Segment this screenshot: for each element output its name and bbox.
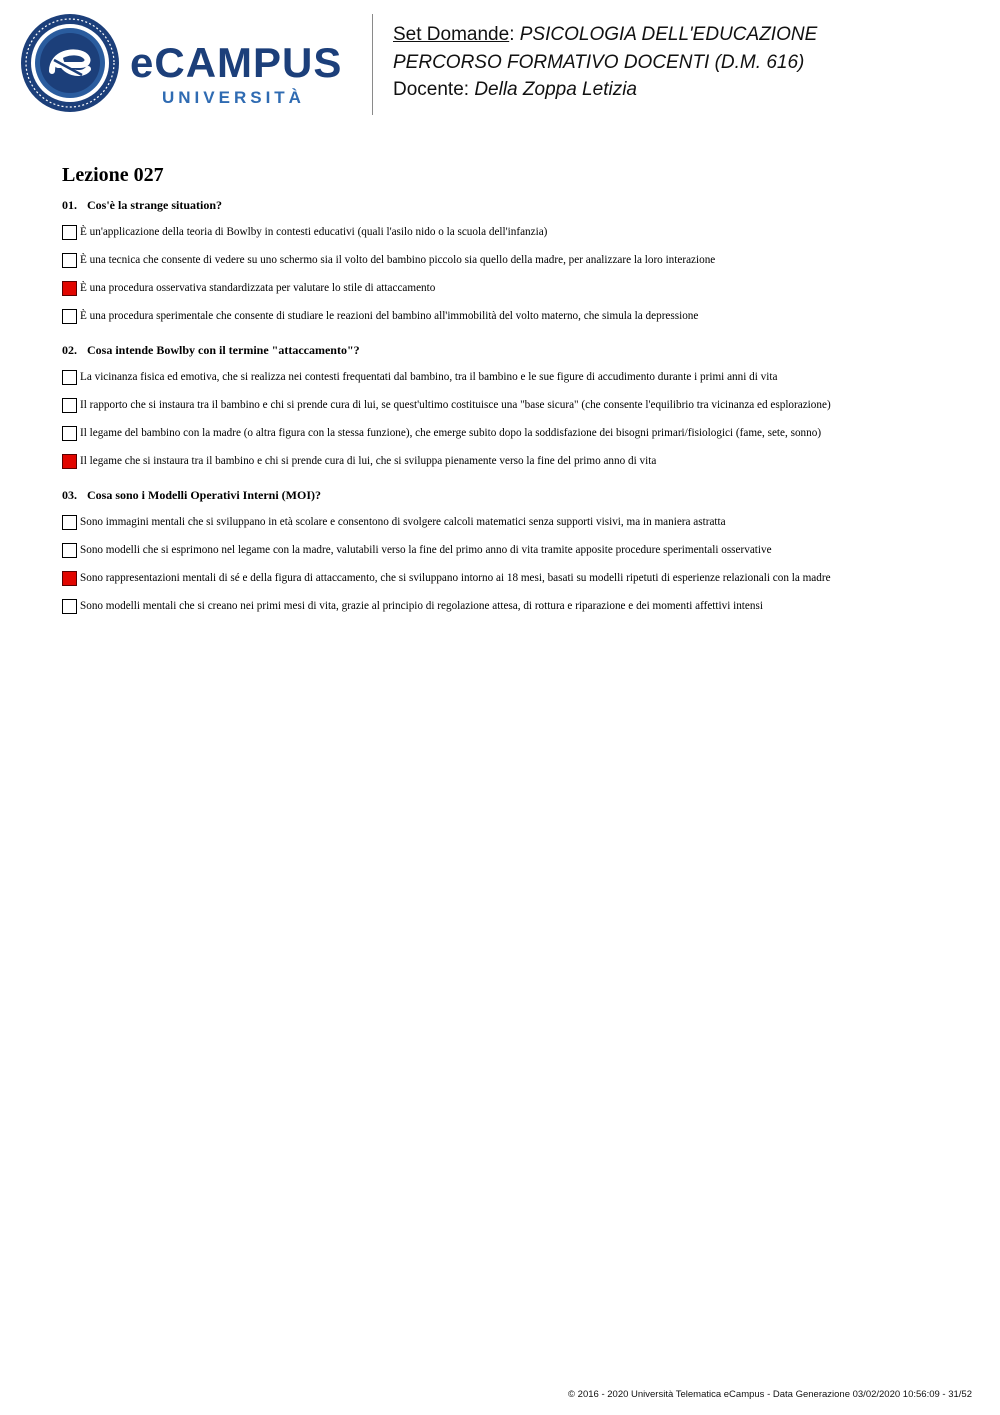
answer-option[interactable] [62,396,962,414]
question-prompt [62,197,962,213]
answer-option[interactable] [62,279,962,297]
answer-checkbox[interactable] [62,426,77,441]
question-text: Cosa intende Bowlby con il termine "attaccamento"? [87,343,360,357]
answer-checkbox[interactable] [62,281,77,296]
answer-text: È un'applicazione della teoria di Bowlby in contesti educativi (quali l'asilo nido o la scuola dell'infanzia) [80,226,548,238]
question-list [62,197,962,632]
teacher-line [393,76,817,104]
header-divider [372,14,373,115]
answer-checkbox[interactable] [62,253,77,268]
answer-text: È una procedura sperimentale che consente di studiare le reazioni del bambino all'immobilità del volto materno, che simula la depressione [80,310,699,322]
question-number: 01. [62,198,77,212]
answer-text: Sono rappresentazioni mentali di sé e della figura di attaccamento, che si sviluppano intorno ai 18 mesi, basati su modelli ripetuti di esperienze relazionali con la madre [80,572,831,584]
answer-checkbox[interactable] [62,543,77,558]
course-value: PERCORSO FORMATIVO DOCENTI (D.M. 616) [393,51,805,73]
answer-text: La vicinanza fisica ed emotiva, che si realizza nei contesti frequentati dal bambino, tra il bambino e le sue figure di accudimento durante i primi anni di vita [80,371,778,383]
answer-checkbox[interactable] [62,515,77,530]
answer-option[interactable] [62,307,962,325]
answer-option[interactable] [62,513,962,531]
answer-text: È una tecnica che consente di vedere su uno schermo sia il volto del bambino piccolo sia quello della madre, per analizzare la loro interazione [80,254,716,266]
answer-option[interactable] [62,368,962,386]
answer-text: Sono immagini mentali che si sviluppano in età scolare e consentono di svolgere calcoli matematici senza supporti visivi, ma in maniera astratta [80,516,726,528]
page-header [0,0,1000,120]
set-line: Set Domande: PSICOLOGIA DELL'EDUCAZIONE [393,24,818,45]
question-block [62,487,962,615]
question-block [62,197,962,325]
answer-text: Sono modelli che si esprimono nel legame con la madre, valutabili verso la fine del primo anno di vita tramite apposite procedure sperimentali osservative [80,544,772,556]
question-number: 02. [62,343,77,357]
answer-option[interactable] [62,569,962,587]
set-label: Set Domande [393,24,510,45]
question-prompt [62,342,962,358]
question-prompt [62,487,962,503]
answer-text: Il legame del bambino con la madre (o altra figura con la stessa funzione), che emerge subito dopo la soddisfazione dei bisogni primari/fisiologici (fame, sete, sonno) [80,427,822,439]
answer-text: È una procedura osservativa standardizzata per valutare lo stile di attaccamento [80,282,436,294]
answer-text: Sono modelli mentali che si creano nei primi mesi di vita, grazie al principio di regolazione attesa, di rottura e riparazione e dei momenti affettivi intensi [80,600,763,612]
answer-checkbox[interactable] [62,599,77,614]
set-value: PSICOLOGIA DELL'EDUCAZIONE [519,24,818,45]
answer-checkbox[interactable] [62,454,77,469]
university-seal-icon [20,13,120,113]
brand-wordmark [130,40,360,110]
answer-option[interactable] [62,541,962,559]
brand-name: eCAMPUS [130,39,343,86]
answer-text: Il legame che si instaura tra il bambino e chi si prende cura di lui, che si sviluppa pienamente verso la fine del primo anno di vita [80,455,657,467]
course-line [393,49,817,77]
answer-checkbox[interactable] [62,309,77,324]
answer-checkbox[interactable] [62,398,77,413]
question-text: Cos'è la strange situation? [87,198,222,212]
answer-checkbox[interactable] [62,370,77,385]
question-block [62,342,962,470]
header-info [393,21,817,104]
answer-option[interactable] [62,452,962,470]
question-number: 03. [62,488,77,502]
answer-text: Il rapporto che si instaura tra il bambino e chi si prende cura di lui, se quest'ultimo costituisce una "base sicura" (che consente l'equilibrio tra vicinanza ed esplorazione) [80,399,831,411]
teacher-label: Docente: [393,79,470,100]
answer-option[interactable] [62,223,962,241]
answer-option[interactable] [62,251,962,269]
answer-option[interactable] [62,597,962,615]
page-footer: © 2016 - 2020 Università Telematica eCampus - Data Generazione 03/02/2020 10:56:09 - 31/52 [568,1389,972,1400]
brand-subtitle: UNIVERSITÀ [162,88,305,107]
answer-checkbox[interactable] [62,225,77,240]
lesson-title: Lezione 027 [62,164,164,186]
teacher-value: Della Zoppa Letizia [474,79,637,100]
question-text: Cosa sono i Modelli Operativi Interni (MOI)? [87,488,321,502]
answer-checkbox[interactable] [62,571,77,586]
answer-option[interactable] [62,424,962,442]
